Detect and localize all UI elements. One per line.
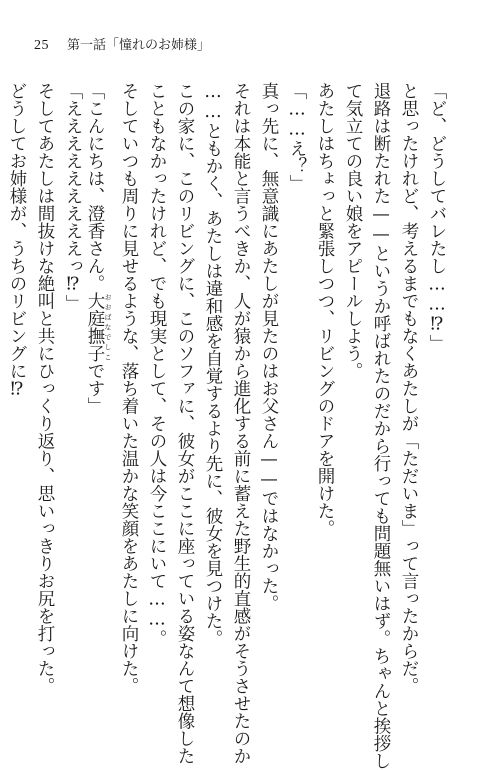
text-line-4: て気立ての良い娘をアピールしよう。 <box>343 82 363 380</box>
text-line-7: 真っ先に、無意識にあたしが見たのはお父さん——ではなかった。 <box>259 82 279 612</box>
text-line-3: 退路は断たれた——というか呼ばれたのだから行っても問題無いはず。ちゃんと挨拶し <box>371 82 391 770</box>
body-text <box>0 82 500 770</box>
ruby-reading: おおばなでしこ <box>104 292 112 362</box>
text-line-14: 「えええええええええっ⁉」 <box>63 82 83 312</box>
ruby-name <box>85 292 112 362</box>
text-line-11: こともなかったけれど、でも現実として、その人は今ここにいて……。 <box>147 82 167 647</box>
ruby-prefix: 「こんにちは、澄香さん。 <box>85 82 105 292</box>
text-line-16: どうしてお姉様が、うちのリビングに⁉ <box>7 82 27 400</box>
ruby-base: 大庭撫子 <box>85 292 105 362</box>
text-line-1: 「ど、どうしてバレたし……⁉」 <box>427 82 447 352</box>
ruby-suffix: です」 <box>85 362 105 415</box>
text-line-9: ……ともかく、あたしは違和感を自覚するより先に、彼女を見つけた。 <box>203 82 223 647</box>
text-line-12: そしていつも周りに見せるような、落ち着いた温かな笑顔をあたしに向けた。 <box>119 82 139 695</box>
text-line-10: この家に、このリビングに、このソファに、彼女がここに座っている姿なんて想像した <box>175 82 195 765</box>
page-number: 25 <box>34 38 49 53</box>
text-line-8: それは本能と言うべきか、人が猿から進化する前に蓄えた野生的直感がそうさせたのか <box>231 82 251 765</box>
text-line-15: そしてあたしは間抜けな絶叫と共にひっくり返り、思いっきりお尻を打った。 <box>35 82 55 695</box>
text-line-6: 「……え？」 <box>287 82 307 192</box>
text-line-2: と思ったけれど、考えるまでもなくあたしが「ただいま」って言ったからだ。 <box>399 82 419 695</box>
text-line-5: あたしはちょっと緊張しつつ、リビングのドアを開けた。 <box>315 82 335 537</box>
running-header <box>34 36 210 56</box>
chapter-title: 第一話「憧れのお姉様」 <box>67 38 211 53</box>
text-line-13 <box>85 82 112 682</box>
